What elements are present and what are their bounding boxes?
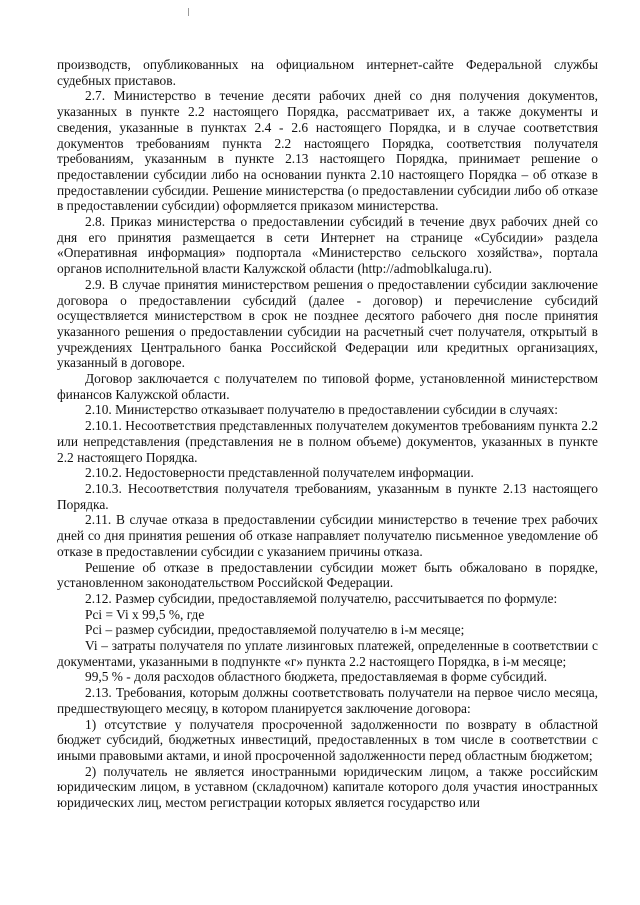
requirement-1: 1) отсутствие у получателя просроченной задолженности по возврату в областной бюджет субсидий, бюджетных инвестиций, предоставленных в том числе в соответствии с иными правовыми актами, и иной просроченной задолженности перед областным бюджетом; (57, 716, 598, 763)
paragraph-2-10: 2.10. Министерство отказывает получателю в предоставлении субсидии в случаях: (85, 402, 558, 418)
scan-mark (188, 8, 189, 16)
paragraph-continuation: производств, опубликованных на официальном интернет-сайте Федеральной службы судебных приставов. (57, 57, 598, 88)
paragraph-2-9: 2.9. В случае принятия министерством решения о предоставлении субсидии заключение договора о предоставлении субсидий (далее - договор) и перечисление субсидий осуществляется министерством в срок не позднее десятого рабочего дня после принятия указанного решения о предоставлении субсидии на расчетный счет получателя, открытый в учреждениях Центрального банка Российской Федерации или кредитных организациях, указанный в договоре. (57, 276, 598, 371)
paragraph-2-10-3: 2.10.3. Несоответствия получателя требованиям, указанным в пункте 2.13 настоящего Порядка. (57, 480, 598, 512)
paragraph-2-13: 2.13. Требования, которым должны соответствовать получатели на первое число месяца, предшествующего месяцу, в котором планируется заключение договора: (57, 685, 598, 716)
requirement-2: 2) получатель не является иностранными юридическим лицом, а также российским юридическим лицом, в уставном (складочном) капитале которого доля участия иностранных юридических лиц, местом регистрации которых является государство или (57, 763, 598, 811)
paragraph-2-11: 2.11. В случае отказа в предоставлении субсидии министерство в течение трех рабочих дней со дня принятия решения об отказе направляет получателю письменное уведомление об отказе в предоставлении субсидии с указанием причины отказа. (57, 512, 598, 559)
paragraph-2-7: 2.7. Министерство в течение десяти рабочих дней со дня получения документов, указанных в пункте 2.2 настоящего Порядка, рассматривает их, а также документы и сведения, указанные в пунктах 2.4 - 2.6 настоящего Порядка, и в случае соответствия документов требованиям пункта 2.2 настоящего Порядка, соответствия получателя требованиям, указанным в пункте 2.13 настоящего Порядка, принимает решение о предоставлении субсидии либо на основании пункта 2.10 настоящего Порядка – об отказе в предоставлении субсидии. Решение министерства (о предоставлении субсидии либо об отказе в предоставлении субсидии) оформляется приказом министерства. (57, 88, 598, 214)
formula-vi: Vi – затраты получателя по уплате лизинговых платежей, определенные в соответствии с документами, указанными в подпункте «г» пункта 2.2 настоящего Порядка, в i-м месяце; (57, 638, 598, 669)
paragraph-2-10-2: 2.10.2. Недостоверности представленной получателем информации. (85, 465, 474, 481)
paragraph-2-8: 2.8. Приказ министерства о предоставлении субсидий в течение двух рабочих дней со дня его принятия размещается в сети Интернет на странице «Субсидии» раздела «Оперативная информация» подпортала «Министерство сельского хозяйства», портала органов исполнительной власти Калужской области (http://admoblkaluga.ru). (57, 214, 598, 277)
formula-pci: Pci – размер субсидии, предоставляемой получателю в i-м месяце; (85, 622, 465, 638)
paragraph-appeal: Решение об отказе в предоставлении субсидии может быть обжаловано в порядке, установленном законодательством Российской Федерации. (57, 559, 598, 591)
paragraph-2-10-1: 2.10.1. Несоответствия представленных получателем документов требованиям пункта 2.2 или непредставления (представления не в полном объеме) документов, указанных в пункте 2.2 настоящего Порядка. (57, 418, 598, 465)
formula-line: Pci = Vi x 99,5 %, где (85, 606, 205, 622)
paragraph-contract: Договор заключается с получателем по типовой форме, установленной министерством финансов Калужской области. (57, 371, 598, 402)
paragraph-2-12: 2.12. Размер субсидии, предоставляемой получателю, рассчитывается по формуле: (85, 590, 558, 606)
document-body (57, 57, 598, 811)
formula-percent: 99,5 % - доля расходов областного бюджета, предоставляемая в форме субсидий. (85, 669, 548, 685)
